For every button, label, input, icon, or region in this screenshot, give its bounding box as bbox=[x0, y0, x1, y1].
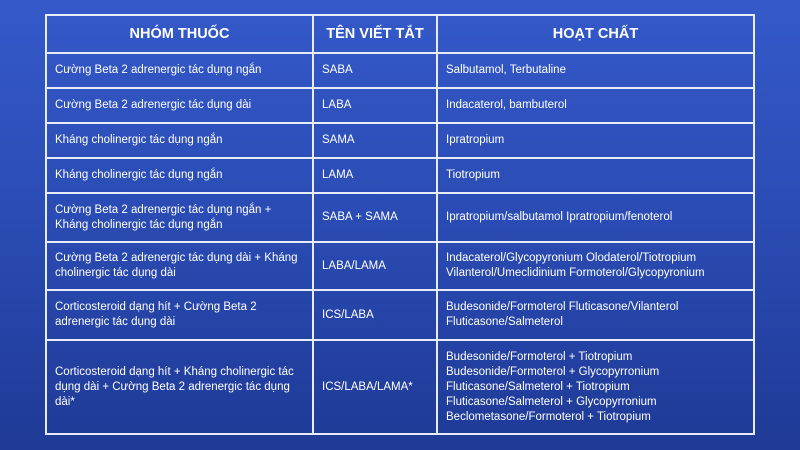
table-row bbox=[46, 193, 754, 242]
active-cell bbox=[437, 158, 754, 193]
group-cell: Cường Beta 2 adrenergic tác dụng ngắn bbox=[46, 53, 313, 88]
table-row bbox=[46, 242, 754, 290]
table-header bbox=[46, 15, 754, 53]
abbr-cell: ICS/LABA bbox=[313, 290, 437, 340]
table-row bbox=[46, 123, 754, 158]
group-cell: Corticosteroid dạng hít + Cường Beta 2 adrenergic tác dụng dài bbox=[46, 290, 313, 340]
active-ingredient: Salbutamol, Terbutaline bbox=[446, 64, 566, 76]
abbr-cell: SABA + SAMA bbox=[313, 193, 437, 242]
abbr-cell: ICS/LABA/LAMA* bbox=[313, 340, 437, 434]
abbr-cell: LAMA bbox=[313, 158, 437, 193]
table-row bbox=[46, 158, 754, 193]
abbr-cell: SABA bbox=[313, 53, 437, 88]
group-cell: Kháng cholinergic tác dụng ngắn bbox=[46, 123, 313, 158]
table-row bbox=[46, 340, 754, 434]
active-ingredient: Indacaterol/Glycopyronium Olodaterol/Tiotropium bbox=[446, 252, 697, 264]
group-cell: Cường Beta 2 adrenergic tác dụng dài + Kháng cholinergic tác dụng dài bbox=[46, 242, 313, 290]
active-cell bbox=[437, 242, 754, 290]
group-cell: Kháng cholinergic tác dụng ngắn bbox=[46, 158, 313, 193]
active-ingredient: Fluticasone/Salmeterol + Tiotropium bbox=[446, 380, 630, 393]
table-row bbox=[46, 290, 754, 340]
active-ingredient: Budesonide/Formoterol + Glycopyrronium bbox=[446, 365, 660, 378]
header-active: HOẠT CHẤT bbox=[437, 15, 754, 53]
group-cell: Cường Beta 2 adrenergic tác dụng dài bbox=[46, 88, 313, 123]
active-ingredient: Budesonide/Formoterol Fluticasone/Vilanterol bbox=[446, 301, 679, 313]
group-cell: Corticosteroid dạng hít + Kháng cholinergic tác dụng dài + Cường Beta 2 adrenergic tác dụng dài* bbox=[46, 340, 313, 434]
active-ingredient: Budesonide/Formoterol + Tiotropium bbox=[446, 350, 633, 363]
active-cell bbox=[437, 53, 754, 88]
group-cell: Cường Beta 2 adrenergic tác dụng ngắn + Kháng cholinergic tác dụng ngắn bbox=[46, 193, 313, 242]
abbr-cell: LABA/LAMA bbox=[313, 242, 437, 290]
active-ingredient: Ipratropium/salbutamol Ipratropium/fenoterol bbox=[446, 211, 673, 223]
drug-table bbox=[45, 14, 755, 435]
abbr-cell: SAMA bbox=[313, 123, 437, 158]
active-cell bbox=[437, 290, 754, 340]
active-ingredient: Indacaterol, bambuterol bbox=[446, 99, 567, 111]
active-ingredient: Vilanterol/Umeclidinium Formoterol/Glycopyronium bbox=[446, 267, 705, 279]
active-cell bbox=[437, 123, 754, 158]
active-ingredient: Ipratropium bbox=[446, 134, 505, 146]
header-abbr: TÊN VIẾT TẮT bbox=[313, 15, 437, 53]
table-row bbox=[46, 53, 754, 88]
active-ingredient: Tiotropium bbox=[446, 169, 500, 181]
table-row bbox=[46, 88, 754, 123]
active-ingredient: Fluticasone/Salmeterol + Glycopyrronium bbox=[446, 395, 657, 408]
header-group: NHÓM THUỐC bbox=[46, 15, 313, 53]
active-ingredient: Fluticasone/Salmeterol bbox=[446, 316, 563, 328]
active-ingredient: Beclometasone/Formoterol + Tiotropium bbox=[446, 410, 651, 423]
abbr-cell: LABA bbox=[313, 88, 437, 123]
active-cell bbox=[437, 193, 754, 242]
active-cell bbox=[437, 340, 754, 434]
active-cell bbox=[437, 88, 754, 123]
